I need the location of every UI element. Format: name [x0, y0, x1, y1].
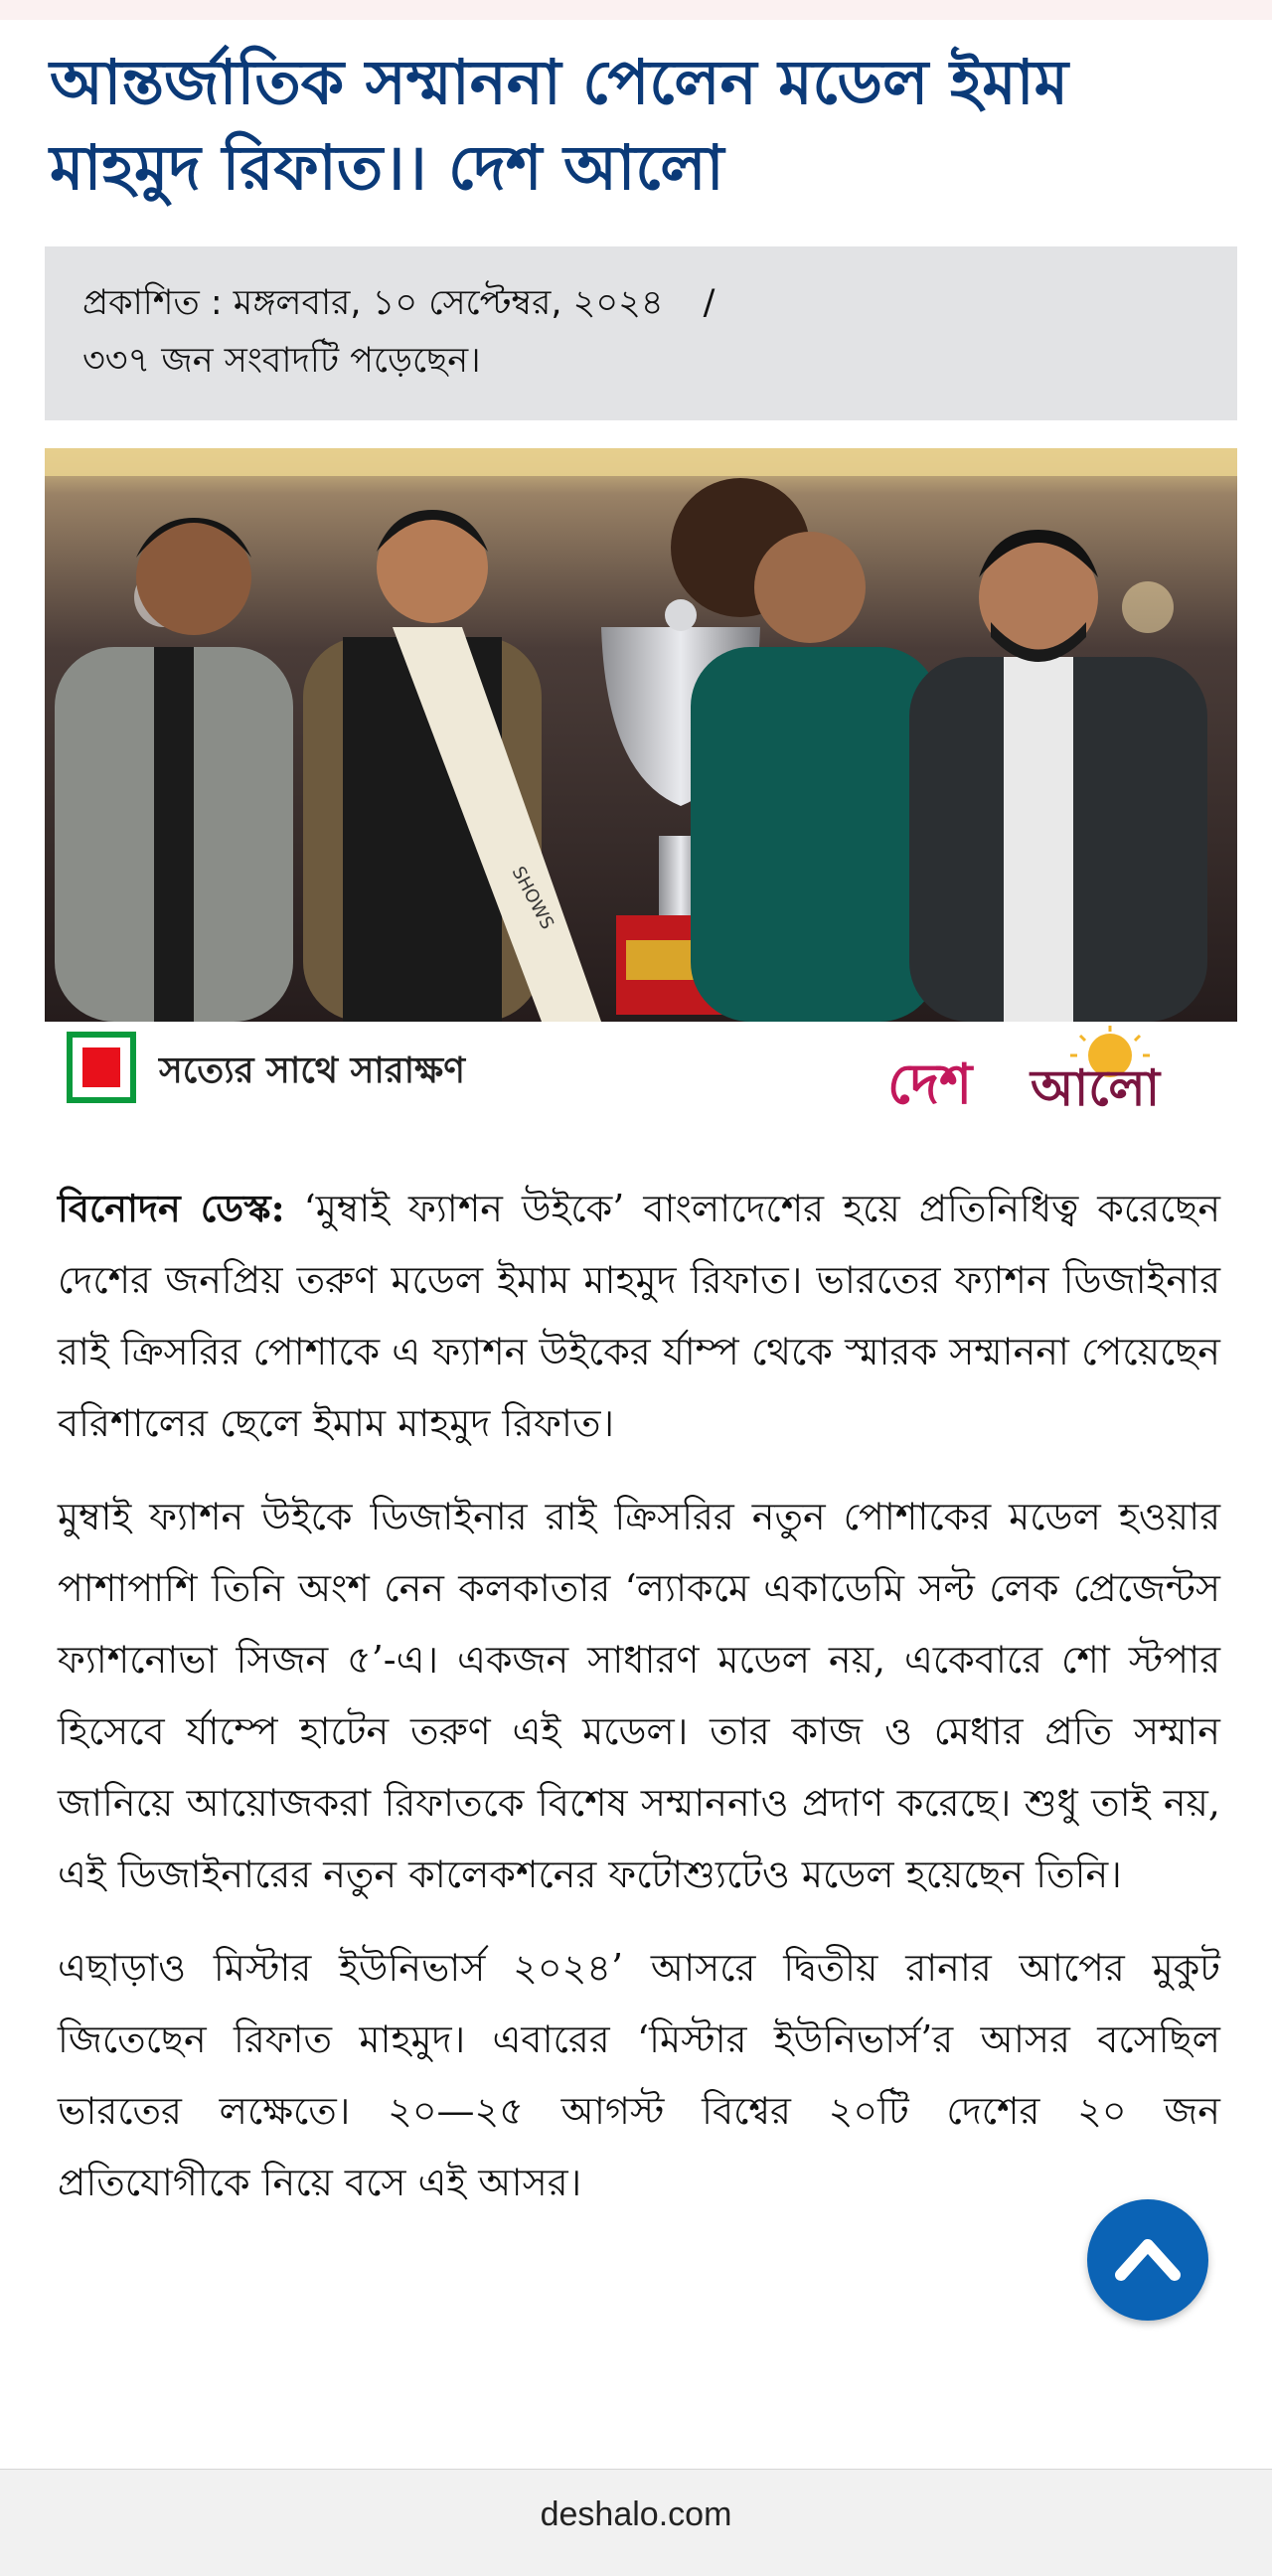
- meta-separator: /: [703, 283, 716, 323]
- bangladesh-flag-icon: [67, 1032, 136, 1103]
- paragraph-1-text: ‘মুম্বাই ফ্যাশন উইকে’ বাংলাদেশের হয়ে প্রতিনিধিত্ব করেছেন দেশের জনপ্রিয় তরুণ মডেল ইমাম মাহমুদ রিফাত। ভারতের ফ্যাশন ডিজাইনার রাই ক্রিসরির পোশাকে এ ফ্যাশন উইকের র্যাম্প থেকে স্মারক সম্মাননা পেয়েছেন বরিশালের ছেলে ইমাম মাহমুদ রিফাত।: [58, 1187, 1220, 1445]
- article-body: [58, 1173, 1220, 2240]
- sash-text: SHOWS: [507, 863, 558, 933]
- url-text: deshalo.com: [540, 2496, 732, 2533]
- desk-label: বিনোদন ডেস্ক:: [58, 1186, 285, 1230]
- article-photo: [45, 448, 1237, 1022]
- logo-text-desh: দেশ: [887, 1052, 973, 1117]
- read-count: ৩৩৭ জন সংবাদটি পড়েছেন।: [82, 341, 481, 381]
- scroll-to-top-button[interactable]: [1087, 2199, 1208, 2321]
- article-paragraph: [58, 1173, 1220, 1459]
- article-title: আন্তর্জাতিক সম্মাননা পেলেন মডেল ইমাম মাহমুদ রিফাত।। দেশ আলো: [50, 46, 1069, 204]
- published-date: প্রকাশিত : মঙ্গলবার, ১০ সেপ্টেম্বর, ২০২৪: [82, 283, 664, 323]
- browser-url-bar[interactable]: [0, 2469, 1272, 2576]
- photo-tagline: সত্যের সাথে সারাক্ষণ: [159, 1050, 465, 1091]
- deshalo-logo: [881, 1026, 1219, 1117]
- logo-text-alo: আলো: [1031, 1059, 1161, 1117]
- article-paragraph: মুম্বাই ফ্যাশন উইকে ডিজাইনার রাই ক্রিসরির নতুন পোশাকের মডেল হওয়ার পাশাপাশি তিনি অংশ নেন কলকাতার ‘ল্যাকমে একাডেমি সল্ট লেক প্রেজেন্টস ফ্যাশনোভা সিজন ৫’-এ। একজন সাধারণ মডেল নয়, একেবারে শো স্টপার হিসেবে র্যাম্পে হাটেন তরুণ এই মডেল। তার কাজ ও মেধার প্রতি সম্মান জানিয়ে আয়োজকরা রিফাতকে বিশেষ সম্মাননাও প্রদাণ করেছে। শুধু তাই নয়, এই ডিজাইনারের নতুন কালেকশনের ফটোশ্যুটেও মডেল হয়েছেন তিনি।: [58, 1495, 1220, 1896]
- chevron-up-icon: [1113, 2227, 1183, 2293]
- meta-line-1: [82, 274, 1199, 332]
- photo-illustration: [45, 448, 1237, 1022]
- photo-caption-banner: [45, 1022, 1237, 1121]
- article-paragraph: এছাড়াও মিস্টার ইউনিভার্স ২০২৪’ আসরে দ্বিতীয় রানার আপের মুকুট জিতেছেন রিফাত মাহমুদ। এবারের ‘মিস্টার ইউনিভার্স’র আসর বসেছিল ভারতের লক্ষেতে। ২০—২৫ আগস্ট বিশ্বের ২০টি দেশের ২০ জন প্রতিযোগীকে নিয়ে বসে এই আসর।: [58, 1946, 1220, 2204]
- article-meta: [45, 246, 1237, 420]
- top-strip: [0, 0, 1272, 20]
